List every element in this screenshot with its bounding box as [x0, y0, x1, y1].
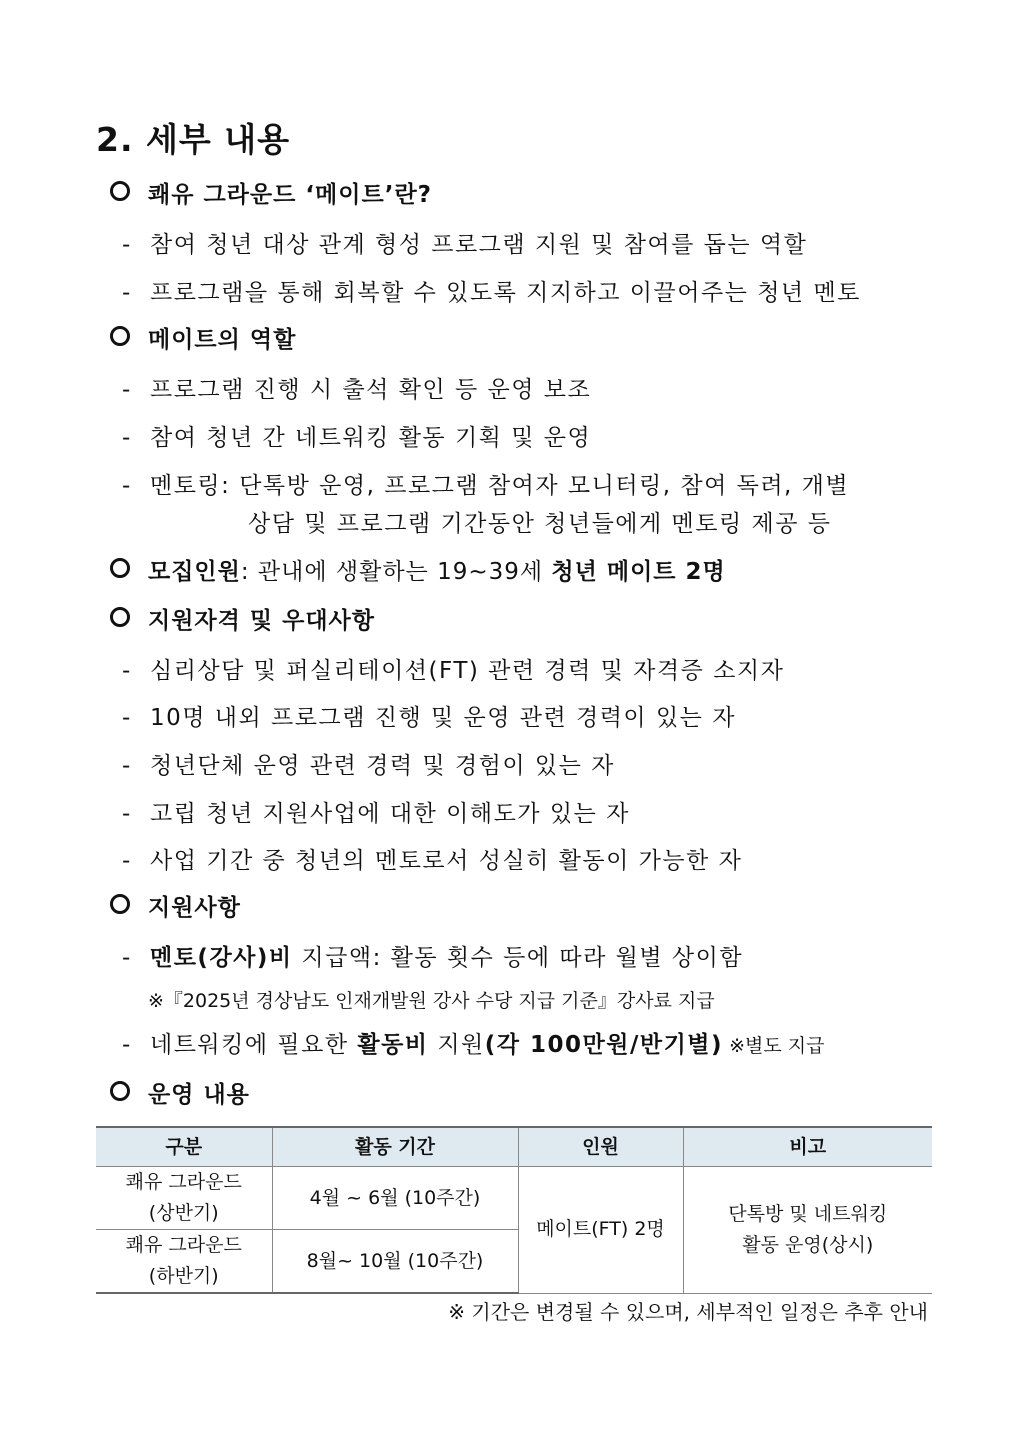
table-header: 구분	[96, 1127, 272, 1167]
section-heading-mate-role: 메이트의 역할	[110, 321, 296, 354]
table-header: 활동 기간	[272, 1127, 518, 1167]
list-item: - 네트워킹에 필요한 활동비 지원(각 100만원/반기별) ※별도 지급	[122, 1032, 825, 1058]
section-heading-operation: 운영 내용	[110, 1076, 250, 1109]
section-heading-recruitment: 모집인원: 관내에 생활하는 19~39세 청년 메이트 2명	[110, 553, 726, 586]
section-heading-qualifications: 지원자격 및 우대사항	[110, 602, 375, 635]
list-item: - 참여 청년 간 네트워킹 활동 기획 및 운영	[122, 425, 592, 451]
footnote: ※ 기간은 변경될 수 있으며, 세부적인 일정은 추후 안내	[448, 1300, 928, 1324]
section-heading-mate-definition: 쾌유 그라운드 ‘메이트’란?	[110, 176, 432, 209]
list-item: - 청년단체 운영 관련 경력 및 경험이 있는 자	[122, 753, 615, 779]
table-cell-period: 8월~ 10월 (10주간)	[272, 1230, 518, 1294]
circle-bullet-icon	[110, 1081, 130, 1101]
list-item: - 프로그램을 통해 회복할 수 있도록 지지하고 이끌어주는 청년 멘토	[122, 280, 861, 306]
table-cell-remark: 단톡방 및 네트워킹 활동 운영(상시)	[683, 1167, 932, 1294]
circle-bullet-icon	[110, 181, 130, 201]
table-row	[96, 1167, 932, 1230]
table-header-row	[96, 1127, 932, 1167]
circle-bullet-icon	[110, 894, 130, 914]
list-item: - 고립 청년 지원사업에 대한 이해도가 있는 자	[122, 801, 630, 827]
page-title: 2. 세부 내용	[96, 120, 290, 159]
list-item: - 멘토(강사)비 지급액: 활동 횟수 등에 따라 월별 상이함	[122, 945, 744, 971]
table-header: 비고	[683, 1127, 932, 1167]
table-cell-period: 4월 ~ 6월 (10주간)	[272, 1167, 518, 1230]
section-heading-support: 지원사항	[110, 889, 241, 922]
circle-bullet-icon	[110, 326, 130, 346]
table-cell-category: 쾌유 그라운드 (하반기)	[96, 1230, 272, 1294]
table-cell-category: 쾌유 그라운드 (상반기)	[96, 1167, 272, 1230]
circle-bullet-icon	[110, 558, 130, 578]
list-item: - 멘토링: 단톡방 운영, 프로그램 참여자 모니터링, 참여 독려, 개별	[122, 473, 850, 499]
list-item-continuation: 상담 및 프로그램 기간동안 청년들에게 멘토링 제공 등	[248, 511, 832, 537]
list-item: - 심리상담 및 퍼실리테이션(FT) 관련 경력 및 자격증 소지자	[122, 658, 785, 684]
table-cell-people: 메이트(FT) 2명	[518, 1167, 683, 1294]
list-item: - 10명 내외 프로그램 진행 및 운영 관련 경력이 있는 자	[122, 705, 736, 731]
list-item: - 프로그램 진행 시 출석 확인 등 운영 보조	[122, 377, 592, 403]
list-item: - 참여 청년 대상 관계 형성 프로그램 지원 및 참여를 돕는 역할	[122, 232, 808, 258]
circle-bullet-icon	[110, 607, 130, 627]
list-item: - 사업 기간 중 청년의 멘토로서 성실히 활동이 가능한 자	[122, 848, 743, 874]
operation-table	[96, 1126, 932, 1294]
note-text: ※『2025년 경상남도 인재개발원 강사 수당 지급 기준』강사료 지급	[148, 990, 715, 1012]
table-header: 인원	[518, 1127, 683, 1167]
